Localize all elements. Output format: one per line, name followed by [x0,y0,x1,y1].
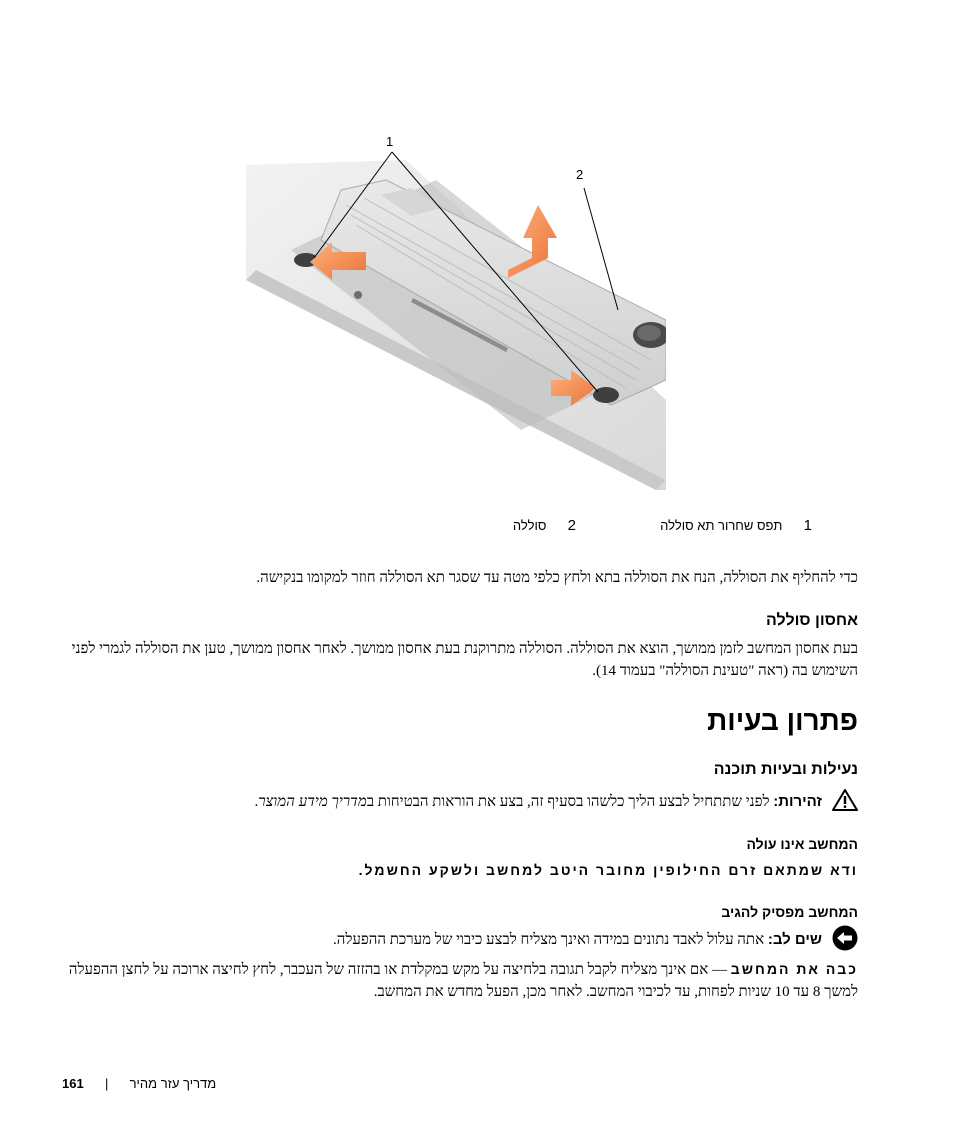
battery-illustration [246,130,666,490]
warning-doc-title: מדריך מידע המוצר [258,794,367,811]
shutdown-paragraph [68,958,858,1003]
legend-label: תפס שחרור תא סוללה [660,518,783,533]
shutdown-text: — אם אינך מצליח לקבל תגובה בלחיצה על מקש במקלדת או בהזזה של העכבר, לחץ לחיצה ארוכה על לחצן ההפעלה למשך 8 עד 10 שניות לפחות, עד לכיבוי המחשב. לאחר מכן, הפעל מחדש את המחשב. [68,962,858,1000]
page-number: 161 [62,1076,84,1091]
charge-gauge-button-top [637,325,661,341]
guide-title: מדריך עזר מהיר [129,1076,217,1091]
stops-responding-heading: המחשב מפסיק להגיב [721,904,858,920]
release-latch-right [593,387,619,403]
footer-separator: | [104,1076,109,1091]
warning-end: . [254,794,259,811]
warning-text: לפני שתתחיל לבצע הליך כלשהו בסעיף זה, בצע את הוראות הבטיחות ב [366,794,774,811]
battery-figure [246,130,666,490]
legend-number: 1 [803,517,812,534]
warning-note [78,788,858,817]
notice-label: שים לב: [767,931,822,949]
page-footer [62,1076,362,1091]
legend-item-1 [612,517,812,534]
warning-label: זהירות: [773,793,822,811]
callout-1: 1 [386,134,394,149]
legend-label: סוללה [512,518,547,533]
storage-heading: אחסון סוללה [765,612,858,629]
section-title: פתרון בעיות [707,705,858,736]
intro-paragraph: כדי להחליף את הסוללה, הנח את הסוללה בתא ולחץ כלפי מטה עד שסגר תא הסוללה חוזר למקומו בנקישה. [256,570,858,586]
notice-icon [832,925,858,956]
callout-2: 2 [576,167,584,182]
legend-number: 2 [567,517,576,534]
notice-note [78,925,858,956]
warning-icon [832,788,858,817]
subsection-heading: נעילות ובעיות תוכנה [713,761,858,778]
shutdown-label: כבה את המחשב [730,961,858,977]
no-start-instruction: ודא שמתאם זרם החילופין מחובר היטב למחשב ולשקע החשמל. [358,862,858,878]
no-start-heading: המחשב אינו עולה [746,836,858,852]
storage-paragraph: בעת אחסון המחשב לזמן ממושך, הוצא את הסוללה. הסוללה מתרוקנת בעת אחסון ממושך. לאחר אחסון ממושך, טען את הסוללה לגמרי לפני השימוש בה (ראה "טעינת הסוללה" בעמוד 14). [71,641,858,679]
screw [354,291,362,299]
legend-item-2 [456,517,576,534]
notice-text: אתה עלול לאבד נתונים במידה ואינך מצליח לבצע כיבוי של מערכת ההפעלה. [332,932,768,949]
